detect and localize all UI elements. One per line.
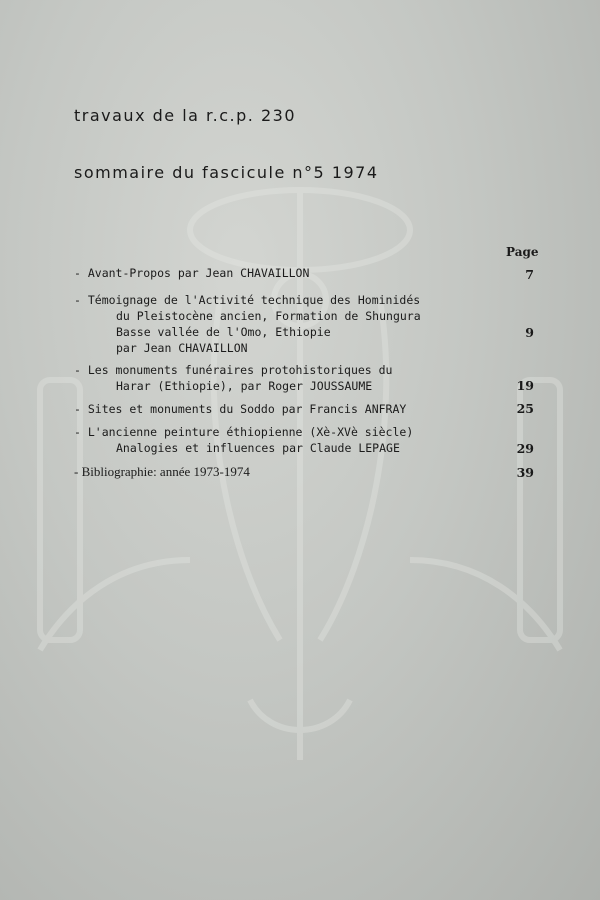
toc-entry-bibliographie: [74, 464, 534, 480]
toc-entry-line: par Jean CHAVAILLON: [116, 341, 248, 355]
toc-entry-line: Basse vallée de l'Omo, Ethiopie: [116, 325, 331, 339]
toc-entry-line: - Sites et monuments du Soddo par Francis ANFRAY: [74, 402, 407, 416]
toc-entry-page: 29: [516, 441, 534, 456]
toc-entry-sites-soddo: [74, 401, 534, 417]
toc-entry-page: 9: [525, 325, 534, 340]
page-column-header: Page: [506, 245, 539, 259]
toc-entry-peinture-ethiopienne: [74, 424, 534, 456]
toc-entry-line: - Témoignage de l'Activité technique des Hominidés: [74, 293, 421, 307]
toc-entry-line: - L'ancienne peinture éthiopienne (Xè-XVè siècle): [74, 425, 414, 439]
toc-entry-page: 25: [516, 401, 534, 416]
toc-entry-line: du Pleistocène ancien, Formation de Shungura: [116, 309, 421, 323]
toc-entry-line: - Avant-Propos par Jean CHAVAILLON: [74, 266, 310, 280]
toc-entry-page: 39: [516, 465, 534, 480]
issue-title: sommaire du fascicule n°5 1974: [74, 163, 379, 182]
toc-entry-page: 19: [516, 378, 534, 393]
toc-entry-page: 7: [525, 267, 534, 282]
toc-entry-avant-propos: [74, 265, 534, 281]
series-title: travaux de la r.c.p. 230: [74, 106, 296, 125]
toc-entry-monuments-funeraires: [74, 362, 534, 394]
toc-entry-line: Harar (Ethiopie), par Roger JOUSSAUME: [116, 379, 373, 393]
toc-entry-temoignage: [74, 292, 534, 356]
toc-entry-line: - Les monuments funéraires protohistoriques du: [74, 363, 393, 377]
toc-entry-line: Analogies et influences par Claude LEPAGE: [116, 441, 400, 455]
toc-entry-line: - Bibliographie: année 1973-1974: [74, 464, 250, 479]
